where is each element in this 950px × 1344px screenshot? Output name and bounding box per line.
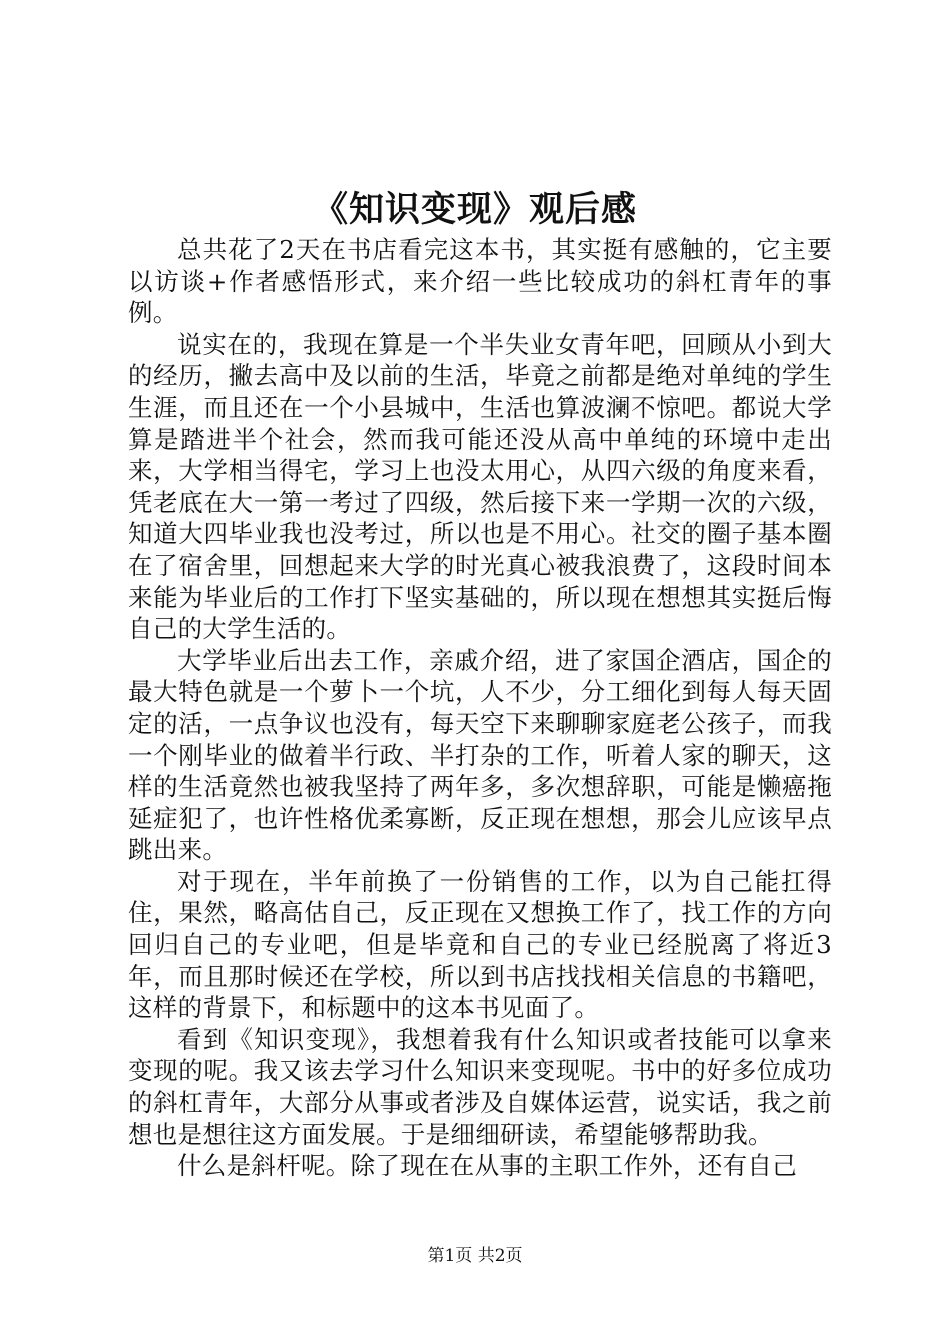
document-body (128, 234, 832, 1182)
paragraph: 什么是斜杆呢。除了现在在从事的主职工作外，还有自己 (177, 1151, 797, 1181)
paragraph: 总共花了2天在书店看完这本书，其实挺有感触的，它主要以访谈+作者感悟形式，来介绍一些比较成功的斜杠青年的事例。 (128, 235, 832, 328)
paragraph: 看到《知识变现》，我想着我有什么知识或者技能可以拿来变现的呢。我又该去学习什么知识来变现呢。书中的好多位成功的斜杠青年，大部分从事或者涉及自媒体运营，说实话，我之前想也是想往这方面发展。于是细细研读，希望能够帮助我。 (128, 1024, 832, 1149)
paragraph: 说实在的，我现在算是一个半失业女青年吧，回顾从小到大的经历，撇去高中及以前的生活，毕竟之前都是绝对单纯的学生生涯，而且还在一个小县城中，生活也算波澜不惊吧。都说大学算是踏进半个社会，然而我可能还没从高中单纯的环境中走出来，大学相当得宅，学习上也没太用心，从四六级的角度来看，凭老底在大一第一考过了四级，然后接下来一学期一次的六级，知道大四毕业我也没考过，所以也是不用心。社交的圈子基本圈在了宿舍里，回想起来大学的时光真心被我浪费了，这段时间本来能为毕业后的工作打下坚实基础的，所以现在想想其实挺后悔自己的大学生活的。 (128, 329, 832, 644)
document-title: 《知识变现》观后感 (312, 189, 637, 230)
paragraph: 大学毕业后出去工作，亲戚介绍，进了家国企酒店，国企的最大特色就是一个萝卜一个坑，人不少，分工细化到每人每天固定的活，一点争议也没有，每天空下来聊聊家庭老公孩子，而我一个刚毕业的做着半行政、半打杂的工作，听着人家的聊天，这样的生活竟然也被我坚持了两年多，多次想辞职，可能是懒癌拖延症犯了，也许性格优柔寡断，反正现在想想，那会儿应该早点跳出来。 (128, 645, 832, 865)
page-number-footer: 第1页 共2页 (427, 1246, 523, 1266)
paragraph: 对于现在，半年前换了一份销售的工作，以为自己能扛得住，果然，略高估自己，反正现在又想换工作了，找工作的方向回归自己的专业吧，但是毕竟和自己的专业已经脱离了将近3年，而且那时候还在学校，所以到书店找找相关信息的书籍吧，这样的背景下，和标题中的这本书见面了。 (128, 866, 832, 1023)
